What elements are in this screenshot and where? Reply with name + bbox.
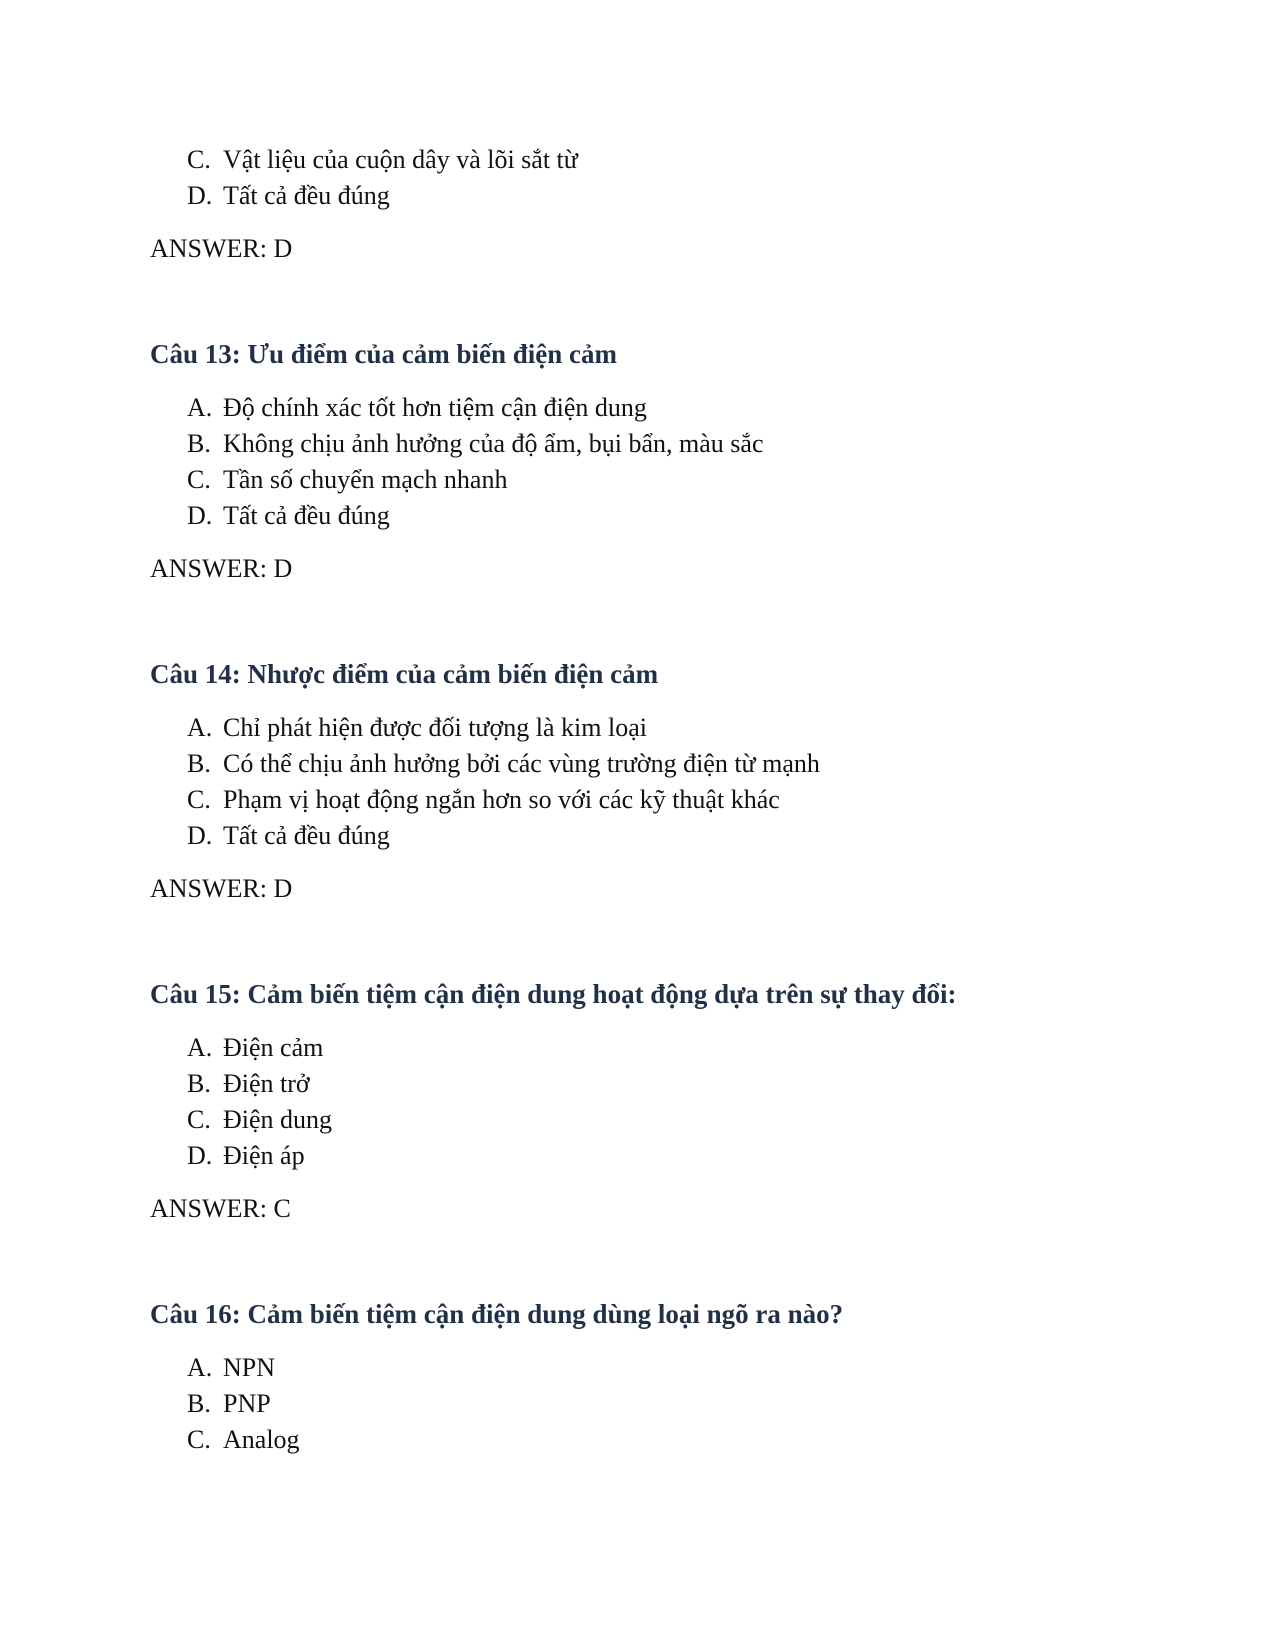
option-text: Điện cảm xyxy=(223,1033,324,1062)
option-letter: C. xyxy=(187,1425,211,1454)
option-text: Analog xyxy=(223,1425,300,1454)
answer-line: ANSWER: C xyxy=(150,1194,291,1223)
option-c xyxy=(150,1422,1275,1458)
option-letter: B. xyxy=(187,749,211,778)
option-a xyxy=(150,390,1275,426)
option-letter: B. xyxy=(187,1389,211,1418)
option-c xyxy=(150,462,1275,498)
option-letter: C. xyxy=(187,465,211,494)
option-letter: C. xyxy=(187,145,211,174)
option-text: Chỉ phát hiện được đối tượng là kim loại xyxy=(223,713,647,742)
option-text: Tất cả đều đúng xyxy=(223,821,390,850)
option-text: Tần số chuyển mạch nhanh xyxy=(223,465,508,494)
option-letter: D. xyxy=(187,181,213,210)
question-heading: Câu 13: Ưu điểm của cảm biến điện cảm xyxy=(150,339,617,369)
answer-line: ANSWER: D xyxy=(150,234,293,263)
option-b xyxy=(150,426,1275,462)
option-d xyxy=(150,1138,1275,1174)
option-text: Tất cả đều đúng xyxy=(223,181,390,210)
answer-line: ANSWER: D xyxy=(150,874,293,903)
question-16 xyxy=(150,1296,1275,1458)
question-14 xyxy=(150,656,1275,907)
option-letter: D. xyxy=(187,1141,213,1170)
option-c xyxy=(150,1102,1275,1138)
option-text: Điện áp xyxy=(223,1141,305,1170)
option-text: Độ chính xác tốt hơn tiệm cận điện dung xyxy=(223,393,647,422)
option-text: Phạm vị hoạt động ngắn hơn so với các kỹ thuật khác xyxy=(223,785,780,814)
question-heading: Câu 15: Cảm biến tiệm cận điện dung hoạt động dựa trên sự thay đổi: xyxy=(150,979,957,1009)
option-d xyxy=(150,178,1275,214)
option-text: PNP xyxy=(223,1389,271,1418)
option-letter: A. xyxy=(187,1353,213,1382)
option-text: Vật liệu của cuộn dây và lõi sắt từ xyxy=(223,145,578,174)
question-heading: Câu 16: Cảm biến tiệm cận điện dung dùng loại ngõ ra nào? xyxy=(150,1299,844,1329)
question-heading: Câu 14: Nhược điểm của cảm biến điện cảm xyxy=(150,659,659,689)
option-letter: C. xyxy=(187,785,211,814)
answer-line: ANSWER: D xyxy=(150,554,293,583)
option-text: Tất cả đều đúng xyxy=(223,501,390,530)
option-letter: D. xyxy=(187,501,213,530)
option-text: Điện trở xyxy=(223,1069,310,1098)
option-letter: D. xyxy=(187,821,213,850)
option-b xyxy=(150,746,1275,782)
option-a xyxy=(150,1350,1275,1386)
option-text: Có thể chịu ảnh hưởng bởi các vùng trường điện từ mạnh xyxy=(223,749,820,778)
option-b xyxy=(150,1386,1275,1422)
option-letter: A. xyxy=(187,713,213,742)
option-letter: B. xyxy=(187,1069,211,1098)
question-15 xyxy=(150,976,1275,1227)
option-b xyxy=(150,1066,1275,1102)
question-12-continuation xyxy=(150,142,1275,267)
option-a xyxy=(150,710,1275,746)
option-letter: B. xyxy=(187,429,211,458)
option-d xyxy=(150,818,1275,854)
option-a xyxy=(150,1030,1275,1066)
option-letter: A. xyxy=(187,393,213,422)
option-c xyxy=(150,782,1275,818)
option-text: NPN xyxy=(223,1353,276,1382)
option-text: Điện dung xyxy=(223,1105,333,1134)
question-13 xyxy=(150,336,1275,587)
option-c xyxy=(150,142,1275,178)
option-text: Không chịu ảnh hưởng của độ ẩm, bụi bẩn, màu sắc xyxy=(223,429,764,458)
option-letter: C. xyxy=(187,1105,211,1134)
option-letter: A. xyxy=(187,1033,213,1062)
option-d xyxy=(150,498,1275,534)
